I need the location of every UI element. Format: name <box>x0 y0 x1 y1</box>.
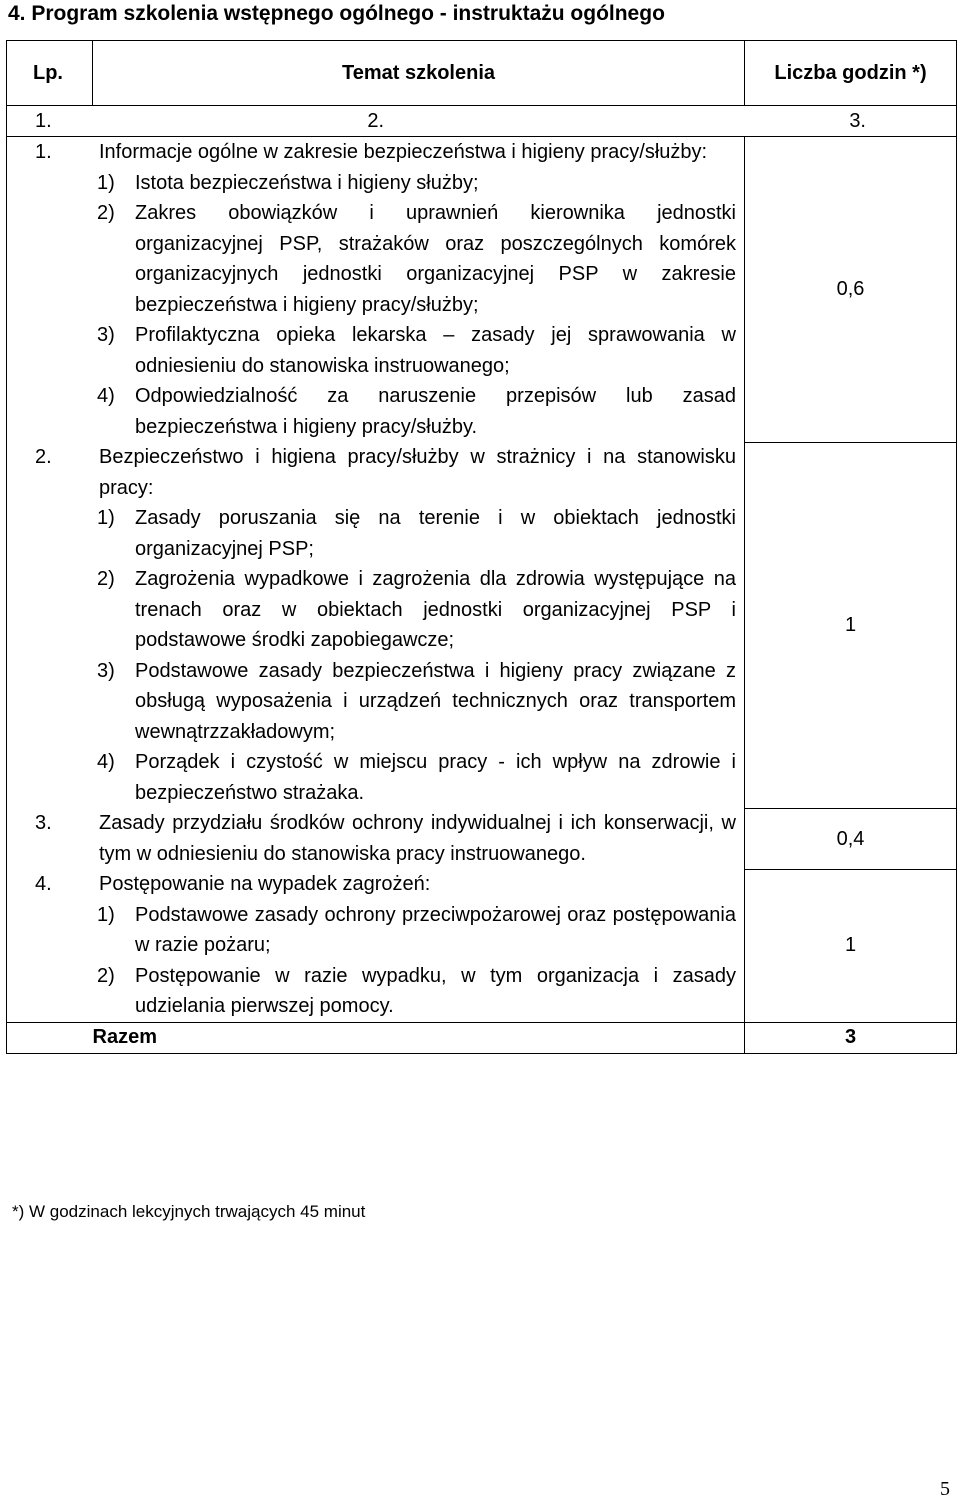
program-section <box>7 137 744 442</box>
section-hours: 0,4 <box>745 808 956 869</box>
section-subitem <box>97 961 736 1022</box>
page-number: 5 <box>940 1478 950 1500</box>
total-value-cell <box>745 1022 957 1053</box>
section-subitem <box>97 900 736 961</box>
subitem-text: Profilaktyczna opieka lekarska – zasady jej sprawowania w odniesieniu do stanowiska instruowanego; <box>135 324 736 377</box>
program-section <box>7 869 744 1022</box>
section-hours: 0,6 <box>836 278 865 300</box>
section-hours: 1 <box>745 869 956 1022</box>
sections-cell <box>7 137 745 1023</box>
sections-row <box>7 137 957 1023</box>
subitem-number: 3) <box>97 324 115 346</box>
subitem-number: 1) <box>97 171 115 194</box>
section-subitem <box>97 747 736 808</box>
subitem-text: Odpowiedzialność za naruszenie przepisów lub zasad bezpieczeństwa i higieny pracy/służby. <box>135 385 736 438</box>
section-subitem <box>97 656 736 748</box>
column-number-1: 1. <box>35 110 52 132</box>
hours-column <box>745 137 957 1023</box>
section-title: Postępowanie na wypadek zagrożeń: <box>99 873 431 895</box>
subitem-number: 4) <box>97 751 115 773</box>
column-numbers-cell <box>7 106 745 137</box>
header-lp: Lp. <box>7 41 93 106</box>
table-header-row <box>7 41 957 106</box>
section-title: Zasady przydziału środków ochrony indywidualnej i ich konserwacji, w tym w odniesieniu do stanowiska pracy instruowanego. <box>99 812 736 865</box>
program-section <box>7 808 744 869</box>
section-hours: 1 <box>745 442 956 808</box>
subitem-number: 2) <box>97 568 115 590</box>
column-number-2: 2. <box>367 110 385 132</box>
subitem-text: Zakres obowiązków i uprawnień kierownika jednostki organizacyjnej PSP, strażaków oraz poszczególnych komórek organizacyjnych jednostki organizacyjnej PSP w zakresie bezpieczeństwa i higieny pracy/służby; <box>135 202 736 316</box>
program-section <box>7 442 744 808</box>
section-title: Bezpieczeństwo i higiena pracy/służby w strażnicy i na stanowisku pracy: <box>99 446 736 499</box>
total-value: 3 <box>844 1026 857 1048</box>
column-number-3-cell <box>745 106 957 137</box>
subitem-text: Istota bezpieczeństwa i higieny służby; <box>135 171 479 194</box>
section-subitem <box>97 381 736 442</box>
total-row <box>7 1022 957 1053</box>
section-title: Informacje ogólne w zakresie bezpieczeństwa i higieny pracy/służby: <box>99 141 708 163</box>
subitem-number: 3) <box>97 659 115 682</box>
section-number: 2. <box>35 446 52 468</box>
section-subitem <box>97 503 736 564</box>
header-hours: Liczba godzin *) <box>745 41 957 106</box>
section-subitem <box>97 320 736 381</box>
section-subitem <box>97 198 736 320</box>
total-spacer <box>7 1022 93 1053</box>
footnote: *) W godzinach lekcyjnych trwających 45 minut <box>12 1202 366 1221</box>
training-program-table <box>6 40 957 1054</box>
subitem-text: Zagrożenia wypadkowe i zagrożenia dla zdrowia występujące na trenach oraz w obiektach jednostki organizacyjnej PSP i podstawowe środki zapobiegawcze; <box>135 568 736 651</box>
section-subitem <box>97 564 736 656</box>
subitem-text: Zasady poruszania się na terenie i w obiektach jednostki organizacyjnej PSP; <box>135 507 736 560</box>
section-number: 3. <box>35 812 52 834</box>
subitem-number: 1) <box>97 903 115 926</box>
subitem-number: 2) <box>97 202 115 224</box>
subitem-text: Podstawowe zasady bezpieczeństwa i higieny pracy związane z obsługą wyposażenia i urządzeń technicznych oraz transportem wewnątrzzakładowym; <box>135 659 736 743</box>
subitem-number: 2) <box>97 964 115 987</box>
section-number: 1. <box>35 141 52 163</box>
subitem-text: Podstawowe zasady ochrony przeciwpożarowej oraz postępowania w razie pożaru; <box>135 903 736 956</box>
subitem-text: Porządek i czystość w miejscu pracy - ich wpływ na zdrowie i bezpieczeństwo strażaka. <box>135 751 736 804</box>
section-number: 4. <box>35 873 52 895</box>
section-heading: 4. Program szkolenia wstępnego ogólnego - instruktażu ogólnego <box>8 2 665 25</box>
column-number-3: 3. <box>849 110 866 132</box>
subitem-number: 4) <box>97 385 115 407</box>
subitem-number: 1) <box>97 507 115 529</box>
total-label: Razem <box>93 1022 745 1053</box>
subitem-text: Postępowanie w razie wypadku, w tym organizacja i zasady udzielania pierwszej pomocy. <box>135 964 736 1017</box>
section-subitem <box>97 168 736 199</box>
column-numbers-row <box>7 106 957 137</box>
header-topic: Temat szkolenia <box>93 41 745 106</box>
